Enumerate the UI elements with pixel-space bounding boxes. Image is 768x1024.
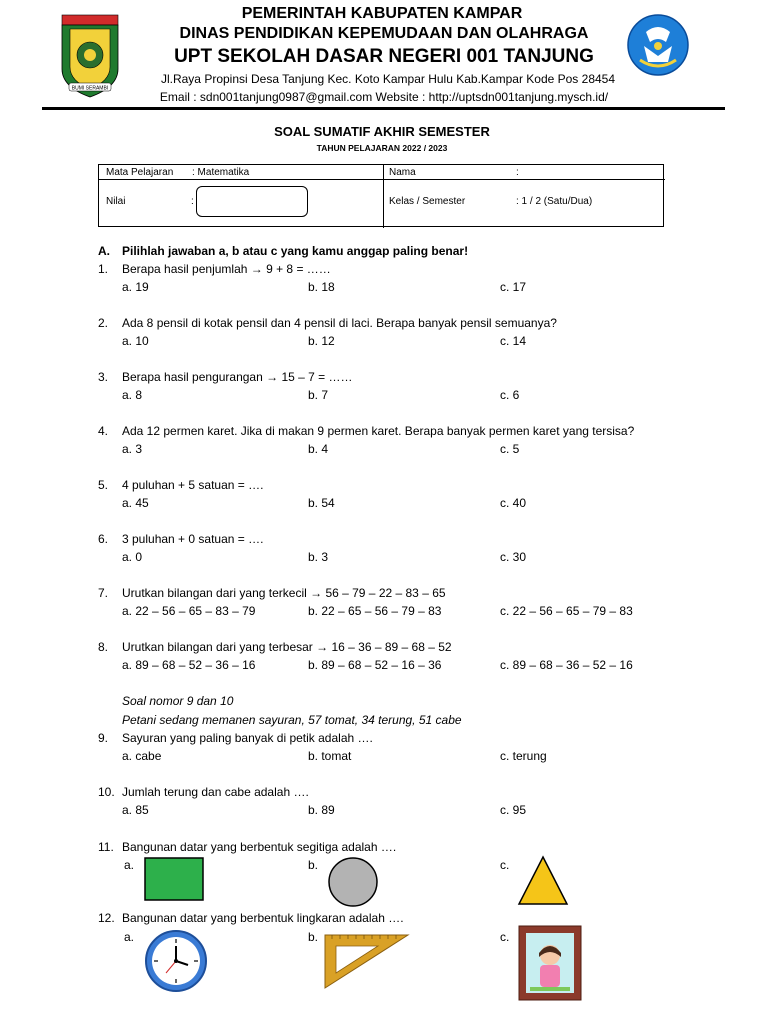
option-b[interactable]: b. 89 [308,803,335,817]
option-b[interactable]: b. 54 [308,496,335,510]
class-value: : 1 / 2 (Satu/Dua) [516,196,593,207]
option-b[interactable]: b. 18 [308,280,335,294]
option-b[interactable]: b. tomat [308,749,352,763]
question-number: 5. [98,478,109,492]
emblem-motto: BUMI SERAMBI [71,85,109,92]
question-text: Bangunan datar yang berbentuk segitiga adalah …. [122,840,397,854]
table-divider [99,179,665,180]
question-number: 1. [98,262,109,276]
question-text: Bangunan datar yang berbentuk lingkaran adalah …. [122,911,404,925]
question-text: Ada 12 permen karet. Jika di makan 9 permen karet. Berapa banyak permen karet yang tersisa? [122,424,635,438]
option-b[interactable]: b. 4 [308,442,329,456]
context-text: Petani sedang memanen sayuran, 57 tomat, 34 terung, 51 cabe [122,713,462,727]
option-c[interactable]: c. terung [500,749,547,763]
question-text: 3 puluhan + 0 satuan = …. [122,532,264,546]
header-contact: Email : sdn001tanjung0987@gmail.com Website : http://uptsdn001tanjung.mysch.id/ [159,90,609,104]
option-c[interactable]: c. 30 [500,550,527,564]
score-label: Nilai [106,196,126,207]
option-a[interactable]: a. 0 [122,550,143,564]
picture-frame-image[interactable] [518,925,582,1001]
question-text: Urutkan bilangan dari yang terbesar → 16 – 36 – 89 – 68 – 52 [122,640,452,654]
question-text: Berapa hasil pengurangan → 15 – 7 = …… [122,370,353,384]
question-text: Ada 8 pensil di kotak pensil dan 4 pensil di laci. Berapa banyak pensil semuanya? [122,316,557,330]
option-a[interactable]: a. 8 [122,388,143,402]
question-number: 8. [98,640,109,654]
question-number: 3. [98,370,109,384]
score-colon: : [191,196,194,207]
option-b[interactable]: b. [308,930,319,944]
green-rectangle[interactable] [144,857,206,903]
option-a[interactable]: a. [124,858,135,872]
question-text: Berapa hasil penjumlah → 9 + 8 = …… [122,262,331,276]
option-c[interactable]: c. 5 [500,442,520,456]
question-number: 4. [98,424,109,438]
option-a[interactable]: a. 89 – 68 – 52 – 36 – 16 [122,658,256,672]
name-value[interactable]: : [516,167,519,178]
question-number: 2. [98,316,109,330]
question-number: 10. [98,785,115,799]
wall-clock-image[interactable] [144,929,208,993]
question-text: Urutkan bilangan dari yang terkecil → 56 – 79 – 22 – 83 – 65 [122,586,446,600]
question-text: Jumlah terung dan cabe adalah …. [122,785,309,799]
subject-label: Mata Pelajaran [106,167,174,178]
question-number: 6. [98,532,109,546]
option-c[interactable]: c. 17 [500,280,527,294]
score-field[interactable] [196,186,308,217]
option-c[interactable]: c. [500,930,510,944]
question-text: 4 puluhan + 5 satuan = …. [122,478,264,492]
option-c[interactable]: c. [500,858,510,872]
question-number: 9. [98,731,109,745]
yellow-triangle[interactable] [516,855,570,907]
subject-value: : Matematika [192,167,250,178]
option-a[interactable]: a. 3 [122,442,143,456]
option-a[interactable]: a. 85 [122,803,149,817]
option-c[interactable]: c. 22 – 56 – 65 – 79 – 83 [500,604,633,618]
name-label: Nama [389,167,416,178]
class-label: Kelas / Semester [389,196,466,207]
option-a[interactable]: a. 45 [122,496,149,510]
gray-circle[interactable] [326,855,380,909]
header-school-name: UPT SEKOLAH DASAR NEGERI 001 TANJUNG [174,46,594,67]
option-c[interactable]: c. 95 [500,803,527,817]
exam-year: TAHUN PELAJARAN 2022 / 2023 [316,143,448,153]
option-c[interactable]: c. 14 [500,334,527,348]
option-b[interactable]: b. 7 [308,388,329,402]
option-b[interactable]: b. 89 – 68 – 52 – 16 – 36 [308,658,442,672]
student-info-table [98,164,664,227]
option-b[interactable]: b. 3 [308,550,329,564]
option-a[interactable]: a. cabe [122,749,162,763]
option-c[interactable]: c. 40 [500,496,527,510]
option-b[interactable]: b. 22 – 65 – 56 – 79 – 83 [308,604,442,618]
option-b[interactable]: b. [308,858,319,872]
header-government: PEMERINTAH KABUPATEN KAMPAR [241,5,523,22]
option-c[interactable]: c. 6 [500,388,520,402]
table-divider [383,165,384,228]
set-square-ruler-image[interactable] [322,931,412,991]
option-a[interactable]: a. 10 [122,334,149,348]
section-marker: A. [98,244,110,258]
header-department: DINAS PENDIDIKAN KEPEMUDAAN DAN OLAHRAGA [179,25,589,42]
exam-title: SOAL SUMATIF AKHIR SEMESTER [274,124,490,139]
header-address: Jl.Raya Propinsi Desa Tanjung Kec. Koto Kampar Hulu Kab.Kampar Kode Pos 28454 [160,72,616,86]
option-a[interactable]: a. 22 – 56 – 65 – 83 – 79 [122,604,256,618]
context-heading: Soal nomor 9 dan 10 [122,694,234,708]
header-divider [42,107,725,110]
question-number: 12. [98,911,115,925]
option-b[interactable]: b. 12 [308,334,335,348]
option-c[interactable]: c. 89 – 68 – 36 – 52 – 16 [500,658,633,672]
question-number: 11. [98,840,114,854]
question-number: 7. [98,586,109,600]
option-a[interactable]: a. [124,930,135,944]
section-instruction: Pilihlah jawaban a, b atau c yang kamu anggap paling benar! [122,244,469,258]
question-text: Sayuran yang paling banyak di petik adalah …. [122,731,373,745]
option-a[interactable]: a. 19 [122,280,149,294]
